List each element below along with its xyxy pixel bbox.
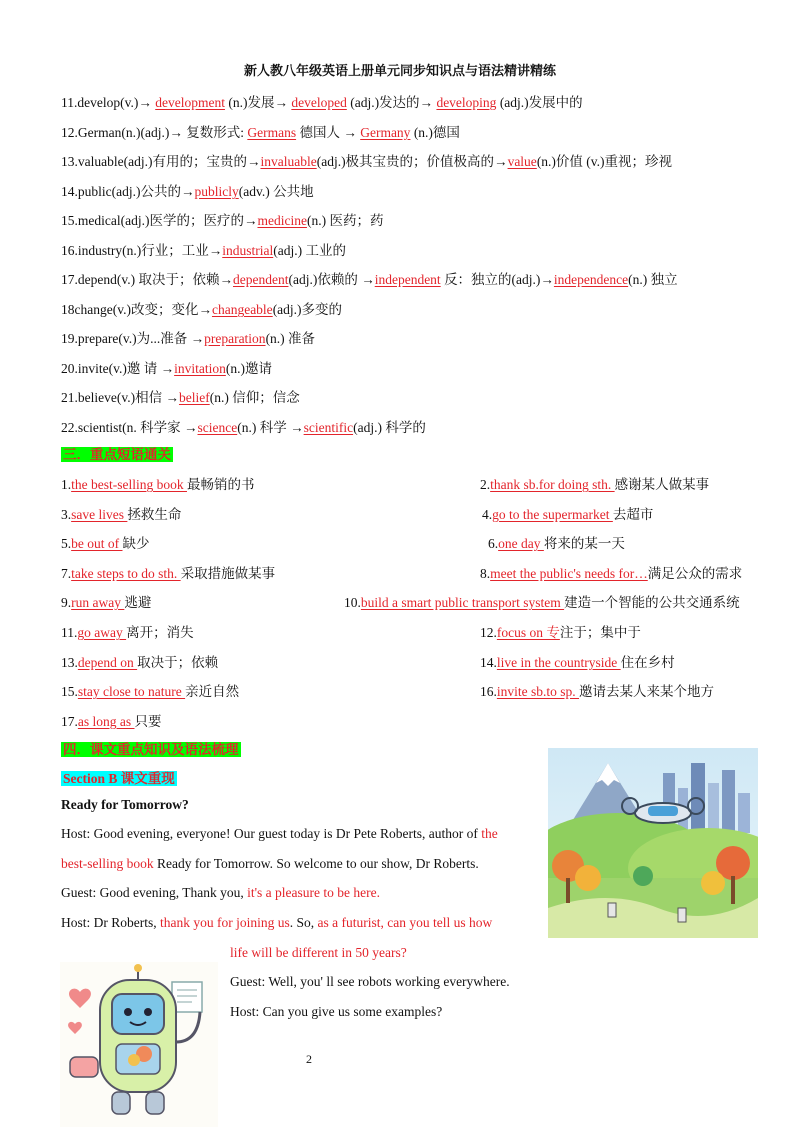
section-b-heading: Section B 课文重现 — [63, 771, 175, 786]
answer-word: invaluable — [260, 154, 317, 169]
word-text: medical(adj.)医学的；医疗的→ — [77, 213, 258, 228]
phrase-number: 15. — [61, 684, 78, 699]
word-text: public(adj.)公共的→ — [77, 184, 195, 199]
word-item — [61, 268, 678, 288]
word-text: depend(v.) 取决于；依赖→ — [77, 272, 233, 287]
phrase-answer: meet the public's needs for… — [490, 566, 648, 581]
word-text: valuable(adj.)有用的；宝贵的→ — [77, 154, 261, 169]
answer-word: independence — [553, 272, 629, 287]
phrase-item — [480, 680, 714, 700]
phrase-item — [480, 651, 675, 671]
phrase-answer: stay close to nature — [77, 684, 186, 699]
word-number: 22. — [61, 420, 78, 435]
word-item — [61, 357, 272, 377]
robot-illustration — [60, 962, 218, 1127]
word-text: (adj.)多变的 — [272, 302, 343, 317]
word-text: (n.) 科学 → — [237, 420, 304, 435]
answer-word: development — [155, 95, 225, 110]
word-text: (adj.)依赖的 → — [288, 272, 375, 287]
phrase-number: 16. — [480, 684, 497, 699]
word-text: (adj.)极其宝贵的；价值极高的→ — [316, 154, 508, 169]
word-item — [61, 327, 315, 347]
word-text: (n.)价值 (v.)重视；珍视 — [536, 154, 673, 169]
phrase-meaning: 感谢某人做某事 — [614, 477, 710, 492]
phrase-answer: as long as — [77, 714, 135, 729]
answer-word: preparation — [204, 331, 266, 346]
phrase-answer: depend on — [77, 655, 138, 670]
phrase-item — [61, 680, 239, 700]
word-text: (n.) 信仰；信念 — [209, 390, 300, 405]
phrase-item — [61, 473, 254, 493]
word-text: (n.)德国 — [410, 125, 460, 140]
phrase-meaning: 采取措施做某事 — [180, 566, 276, 581]
word-text: 德国人 → — [296, 125, 361, 140]
word-item — [61, 416, 426, 436]
phrase-item — [482, 503, 653, 523]
word-text: industry(n.)行业；工业→ — [77, 243, 223, 258]
phrase-item — [61, 532, 150, 552]
page-number: 2 — [306, 1052, 312, 1066]
phrase-answer: go to the supermarket — [492, 507, 613, 522]
phrase-meaning: 拯救生命 — [127, 507, 182, 522]
phrase-answer: build a smart public transport system — [360, 595, 565, 610]
phrase-item — [61, 591, 151, 611]
word-text: (n.) 医药；药 — [306, 213, 384, 228]
word-text: (n.) 独立 — [628, 272, 678, 287]
phrase-meaning: 住在乡村 — [620, 655, 675, 670]
word-number: 19. — [61, 331, 78, 346]
phrase-item — [480, 562, 742, 582]
phrase-answer: thank sb.for doing sth. — [490, 477, 615, 492]
word-number: 20. — [61, 361, 78, 376]
word-text: (n.) 准备 — [265, 331, 316, 346]
answer-word: belief — [178, 390, 210, 405]
section-3-heading: 三．重点短语通关 — [63, 447, 171, 462]
answer-word: medicine — [257, 213, 307, 228]
phrase-meaning: 最畅销的书 — [186, 477, 255, 492]
phrase-meaning: 取决于；依赖 — [137, 655, 219, 670]
passage-line-3: Guest: Good evening, Thank you, it's a pleasure to be here. — [61, 885, 380, 900]
phrase-item — [344, 591, 740, 611]
phrase-number: 3. — [61, 507, 72, 522]
phrase-item — [480, 621, 641, 641]
word-text: (adj.) 工业的 — [273, 243, 346, 258]
phrase-answer: one day — [498, 536, 544, 551]
phrase-number: 11. — [61, 625, 78, 640]
phrase-number: 5. — [61, 536, 72, 551]
phrase-meaning: 建造一个智能的公共交通系统 — [564, 595, 740, 610]
phrase-answer: focus on 专 — [496, 625, 560, 640]
answer-word: scientific — [303, 420, 354, 435]
phrase-number: 1. — [61, 477, 72, 492]
phrase-item — [480, 473, 709, 493]
word-text: invite(v.)邀 请 → — [77, 361, 175, 376]
word-item — [61, 386, 300, 406]
phrase-number: 2. — [480, 477, 491, 492]
passage-line-4: Host: Dr Roberts, thank you for joining us. So, as a futurist, can you tell us how — [61, 915, 493, 930]
phrase-meaning: 满足公众的需求 — [647, 566, 743, 581]
phrase-answer: the best-selling book — [71, 477, 187, 492]
answer-word: science — [197, 420, 238, 435]
word-item — [61, 180, 314, 200]
phrase-item — [61, 503, 181, 523]
phrase-meaning: 将来的某一天 — [543, 536, 625, 551]
word-item — [61, 298, 342, 318]
passage-line-6: Guest: Well, you' ll see robots working everywhere. — [230, 974, 510, 989]
phrase-item — [61, 651, 218, 671]
phrase-answer: invite sb.to sp. — [496, 684, 580, 699]
word-item — [61, 121, 460, 141]
phrase-number: 17. — [61, 714, 78, 729]
answer-word: value — [507, 154, 537, 169]
word-text: develop(v.)→ — [77, 95, 156, 110]
word-text: (adj.)发展中的 — [496, 95, 583, 110]
answer-word: invitation — [174, 361, 226, 376]
phrase-number: 10. — [344, 595, 361, 610]
word-number: 15. — [61, 213, 78, 228]
word-item — [61, 239, 346, 259]
answer-word: developed — [291, 95, 347, 110]
word-text: change(v.)改变；变化→ — [74, 302, 212, 317]
phrase-meaning: 注于；集中于 — [559, 625, 641, 640]
word-text: (n.)发展→ — [224, 95, 292, 110]
word-text: German(n.)(adj.)→ 复数形式: — [77, 125, 248, 140]
phrase-meaning: 离开；消失 — [126, 625, 194, 640]
word-number: 17. — [61, 272, 78, 287]
answer-word: dependent — [232, 272, 289, 287]
passage-line-5: life will be different in 50 years? — [230, 945, 407, 960]
word-item — [61, 209, 383, 229]
phrase-meaning: 去超市 — [612, 507, 654, 522]
word-number: 16. — [61, 243, 78, 258]
phrase-number: 8. — [480, 566, 491, 581]
phrase-meaning: 逃避 — [124, 595, 152, 610]
phrase-number: 12. — [480, 625, 497, 640]
futuristic-city-illustration — [548, 748, 758, 938]
page-title: 新人教八年级英语上册单元同步知识点与语法精讲精练 — [243, 63, 556, 78]
phrase-meaning: 亲近自然 — [185, 684, 240, 699]
answer-word: developing — [436, 95, 497, 110]
word-text: (adj.) 科学的 — [353, 420, 426, 435]
answer-word: Germans — [247, 125, 297, 140]
word-item — [61, 150, 672, 170]
word-text: believe(v.)相信 → — [77, 390, 179, 405]
word-text: prepare(v.)为...准备 → — [77, 331, 205, 346]
word-text: scientist(n. 科学家 → — [77, 420, 198, 435]
word-item — [61, 91, 583, 111]
word-number: 21. — [61, 390, 78, 405]
phrase-meaning: 缺少 — [122, 536, 150, 551]
phrase-meaning: 邀请去某人来某个地方 — [579, 684, 715, 699]
word-text: (n.)邀请 — [225, 361, 272, 376]
word-number: 18 — [61, 302, 75, 317]
phrase-answer: run away — [71, 595, 125, 610]
phrase-item — [61, 621, 194, 641]
phrase-number: 6. — [488, 536, 499, 551]
passage-line-2: best-selling book Ready for Tomorrow. So welcome to our show, Dr Roberts. — [61, 856, 479, 871]
phrase-answer: live in the countryside — [496, 655, 621, 670]
answer-word: independent — [374, 272, 441, 287]
section-4-heading: 四．课文重点知识及语法梳理 — [63, 742, 239, 757]
word-number: 14. — [61, 184, 78, 199]
answer-word: publicly — [194, 184, 239, 199]
answer-word: Germany — [360, 125, 411, 140]
passage-line-1: Host: Good evening, everyone! Our guest today is Dr Pete Roberts, author of the — [61, 826, 498, 841]
phrase-answer: go away — [77, 625, 127, 640]
phrase-number: 9. — [61, 595, 72, 610]
phrase-answer: take steps to do sth. — [71, 566, 181, 581]
word-text: 反：独立的(adj.)→ — [440, 272, 554, 287]
phrase-answer: be out of — [71, 536, 123, 551]
phrase-number: 4. — [482, 507, 493, 522]
answer-word: changeable — [211, 302, 273, 317]
word-number: 13. — [61, 154, 78, 169]
word-number: 12. — [61, 125, 78, 140]
word-number: 11. — [61, 95, 78, 110]
phrase-number: 7. — [61, 566, 72, 581]
phrase-number: 13. — [61, 655, 78, 670]
phrase-item — [61, 562, 275, 582]
passage-title: Ready for Tomorrow? — [61, 797, 189, 812]
passage-line-7: Host: Can you give us some examples? — [230, 1004, 443, 1019]
word-text: (adv.) 公共地 — [238, 184, 314, 199]
phrase-answer: save lives — [71, 507, 128, 522]
answer-word: industrial — [222, 243, 274, 258]
phrase-number: 14. — [480, 655, 497, 670]
word-text: (adj.)发达的→ — [346, 95, 437, 110]
phrase-meaning: 只要 — [134, 714, 162, 729]
phrase-item — [488, 532, 625, 552]
phrase-item — [61, 710, 162, 730]
